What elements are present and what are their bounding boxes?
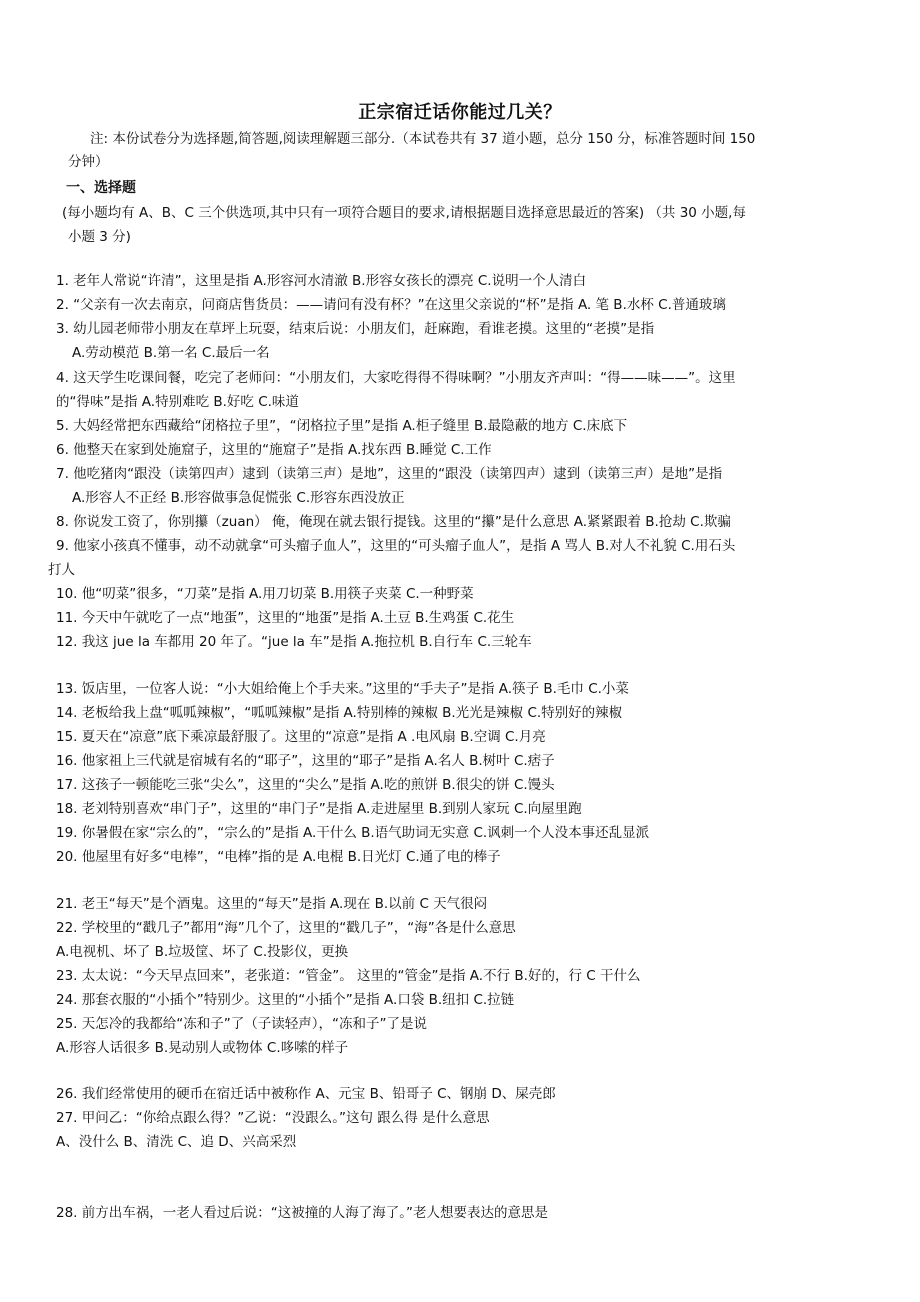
question-line: 23. 太太说：“今天早点回来”，老张道：“管金”。 这里的“管金”是指 A.不行 B.好的，行 C 干什么: [56, 968, 641, 984]
question-line: 28. 前方出车祸，一老人看过后说：“这被撞的人海了海了。”老人想要表达的意思是: [56, 1205, 548, 1221]
question-line: 7. 他吃猪肉“跟没（读第四声）逮到（读第三声）是地”，这里的“跟没（读第四声）逮到（读第三声）是地”是指: [56, 466, 723, 482]
question-line: A.形容人话很多 B.晃动别人或物体 C.哆嗦的样子: [56, 1040, 349, 1056]
question-line: 8. 你说发工资了，你别攥（zuan） 俺，俺现在就去银行提钱。这里的“攥”是什么意思 A.紧紧跟着 B.抢劫 C.欺骗: [56, 514, 731, 530]
question-line: 25. 天怎冷的我都给“冻和子”了（子读轻声），“冻和子”了是说: [56, 1016, 427, 1032]
question-line: 18. 老刘特别喜欢“串门子”，这里的“串门子”是指 A.走进屋里 B.到别人家玩 C.向屋里跑: [56, 801, 582, 817]
question-line: 5. 大妈经常把东西藏给“闭格拉子里”，“闭格拉子里”是指 A.柜子缝里 B.最隐蔽的地方 C.床底下: [56, 418, 628, 434]
question-line: 27. 甲问乙：“你给点跟么得？”乙说：“没跟么。”这句 跟么得 是什么意思: [56, 1110, 490, 1126]
question-line: 11. 今天中午就吃了一点“地蛋”，这里的“地蛋”是指 A.土豆 B.生鸡蛋 C.花生: [56, 610, 515, 626]
instruction-line: (每小题均有 A、B、C 三个供选项,其中只有一项符合题目的要求,请根据题目选择意思最近的答案) （共 30 小题,每: [62, 205, 746, 221]
question-line: A.形容人不正经 B.形容做事急促慌张 C.形容东西没放正: [72, 490, 405, 506]
question-line: 10. 他“叨菜”很多，“刀菜”是指 A.用刀切菜 B.用筷子夹菜 C.一种野菜: [56, 586, 474, 602]
question-line: 1. 老年人常说“许清”，这里是指 A.形容河水清澈 B.形容女孩长的漂亮 C.说明一个人清白: [56, 273, 587, 289]
question-line: 2. “父亲有一次去南京，问商店售货员：——请问有没有杯？”在这里父亲说的“杯”是指 A. 笔 B.水杯 C.普通玻璃: [56, 297, 726, 313]
question-line: A、没什么 B、清洗 C、追 D、兴高采烈: [56, 1134, 297, 1150]
question-line: 6. 他整天在家到处施窟子，这里的“施窟子”是指 A.找东西 B.睡觉 C.工作: [56, 442, 492, 458]
question-line: 3. 幼儿园老师带小朋友在草坪上玩耍，结束后说：小朋友们，赶麻跑，看谁老摸。这里的“老摸”是指: [56, 321, 655, 337]
question-line: A.电视机、坏了 B.垃圾筐、坏了 C.投影仪，更换: [56, 944, 349, 960]
question-line: 17. 这孩子一顿能吃三张“尖么”，这里的“尖么”是指 A.吃的煎饼 B.很尖的饼 C.馒头: [56, 777, 555, 793]
note-line: 分钟）: [68, 154, 109, 170]
section-instructions: [62, 201, 870, 249]
question-line: 的“得味”是指 A.特别难吃 B.好吃 C.味道: [56, 394, 299, 410]
question-line: 4. 这天学生吃课间餐，吃完了老师问：“小朋友们，大家吃得得不得味啊？”小朋友齐声叫：“得——味——”。这里: [56, 370, 736, 386]
question-line: 打人: [48, 562, 75, 578]
instruction-line: 小题 3 分): [68, 229, 131, 245]
exam-note: [68, 128, 868, 174]
note-line: 注: 本份试卷分为选择题,简答题,阅读理解题三部分.（本试卷共有 37 道小题，总分 150 分，标准答题时间 150: [90, 131, 756, 147]
question-line: 14. 老板给我上盘“呱呱辣椒”，“呱呱辣椒”是指 A.特别棒的辣椒 B.光光是辣椒 C.特别好的辣椒: [56, 705, 623, 721]
question-line: 12. 我这 jue la 车都用 20 年了。“jue la 车”是指 A.拖拉机 B.自行车 C.三轮车: [56, 634, 532, 650]
question-line: 13. 饭店里，一位客人说：“小大姐给俺上个手夫来。”这里的“手夫子”是指 A.筷子 B.毛巾 C.小菜: [56, 681, 629, 697]
section-heading: 一、选择题: [66, 180, 136, 196]
question-line: 15. 夏天在“凉意”底下乘凉最舒服了。这里的“凉意”是指 A .电风扇 B.空调 C.月亮: [56, 729, 546, 745]
question-line: 19. 你暑假在家“宗么的”，“宗么的”是指 A.干什么 B.语气助词无实意 C.讽刺一个人没本事还乱显派: [56, 825, 650, 841]
question-line: 26. 我们经常使用的硬币在宿迁话中被称作 A、元宝 B、铅哥子 C、钢崩 D、屎壳郎: [56, 1086, 556, 1102]
question-line: 20. 他屋里有好多“电棒”，“电棒”指的是 A.电棍 B.日光灯 C.通了电的棒子: [56, 849, 501, 865]
page-title: 正宗宿迁话你能过几关？: [358, 102, 562, 123]
question-line: A.劳动模范 B.第一名 C.最后一名: [72, 345, 270, 361]
question-line: 24. 那套衣服的“小插个”特别少。这里的“小插个”是指 A.口袋 B.纽扣 C.拉链: [56, 992, 515, 1008]
question-line: 22. 学校里的“戳几子”都用“海”几个了，这里的“戳几子”，“海”各是什么意思: [56, 920, 516, 936]
question-line: 9. 他家小孩真不懂事，动不动就拿“可头瘤子血人”，这里的“可头瘤子血人”，是指 A 骂人 B.对人不礼貌 C.用石头: [56, 538, 736, 554]
question-line: 21. 老王“每天”是个酒鬼。这里的“每天”是指 A.现在 B.以前 C 天气很闷: [56, 896, 488, 912]
question-line: 16. 他家祖上三代就是宿城有名的“耶子”，这里的“耶子”是指 A.名人 B.树叶 C.痞子: [56, 753, 555, 769]
